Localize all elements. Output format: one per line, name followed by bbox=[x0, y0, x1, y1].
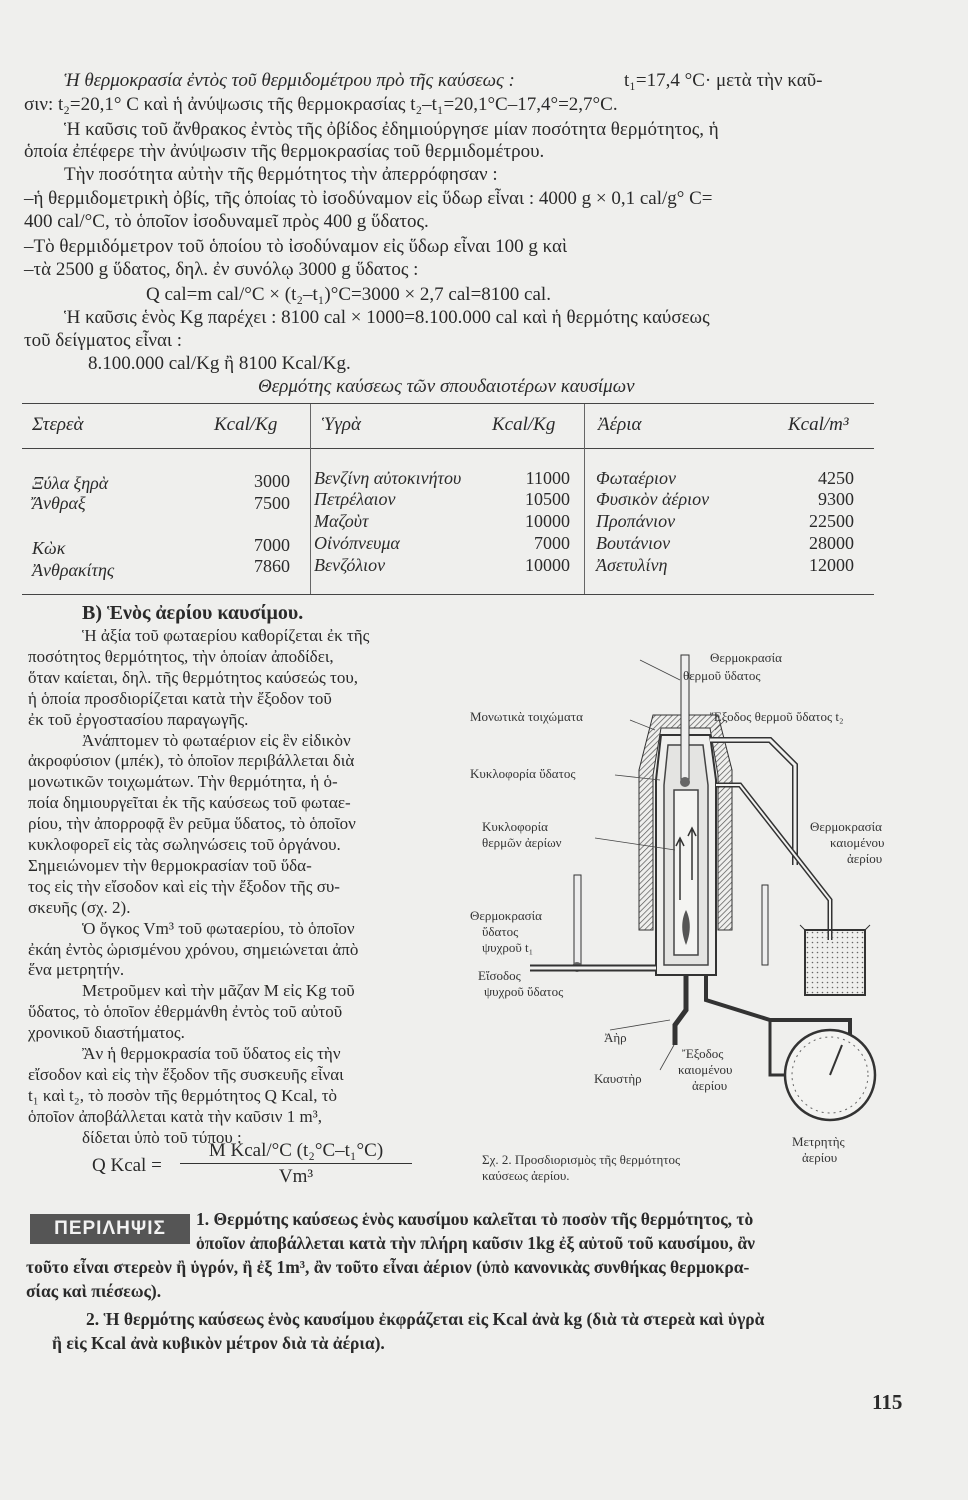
summary-line-6: ἢ εἰς Kcal ἀνὰ κυβικὸν μέτρον διὰ τὰ ἀέρια). bbox=[52, 1333, 385, 1353]
solid-value: 7000 bbox=[254, 535, 290, 555]
top-line-1b: t₁=17,4 °C· μετὰ τὴν καῦ- bbox=[624, 70, 823, 91]
top-line-2: σιν: t₂=20,1° C καὶ ἡ ἀνύψωσις τῆς θερμοκρασίας t₂–t₁=20,1°C–17,4°=2,7°C. bbox=[24, 94, 618, 115]
top-line-9: –τὰ 2500 g ὕδατος, δηλ. ἐν συνόλῳ 3000 g ὕδατος : bbox=[24, 259, 419, 280]
section-line: ρίου, τὴν ἀπορροφᾷ ἓν ρεῦμα ὕδατος, τὸ ὁποῖον bbox=[28, 814, 356, 834]
top-line-4: ὁποία ἐπέφερε τὴν ἀνύψωσιν τῆς θερμοκρασίας τοῦ θερμιδομέτρου. bbox=[24, 141, 545, 162]
formula-numerator: M Kcal/°C (t₂°C–t₁°C) bbox=[208, 1140, 384, 1161]
solid-value: 3000 bbox=[254, 471, 290, 491]
burner-pipe bbox=[675, 975, 686, 1045]
gas-value: 28000 bbox=[809, 533, 854, 553]
label-cold-water-inlet: ψυχροῦ ὕδατος bbox=[484, 984, 564, 999]
header-gases-unit: Kcal/m³ bbox=[788, 414, 849, 435]
label-burnt-gas-outlet: ἀερίου bbox=[692, 1078, 728, 1093]
section-line: σκευῆς (σχ. 2). bbox=[28, 897, 131, 917]
gas-name: Βουτάνιον bbox=[596, 533, 671, 553]
section-heading: Β) Ἑνὸς ἀερίου καυσίμου. bbox=[82, 602, 304, 624]
summary-line-5: 2. Ἡ θερμότης καύσεως ἑνὸς καυσίμου ἐκφράζεται εἰς Kcal ἀνὰ kg (διὰ τὰ στερεὰ καὶ ὑγρὰ bbox=[86, 1309, 765, 1329]
liquid-value: 10500 bbox=[525, 489, 570, 509]
gas-name: Φυσικὸν ἀέριον bbox=[596, 489, 710, 509]
table-divider bbox=[310, 404, 311, 594]
table-divider bbox=[584, 404, 585, 594]
liquid-value: 10000 bbox=[525, 511, 570, 531]
section-line: Ἡ ἀξία τοῦ φωταερίου καθορίζεται ἐκ τῆς bbox=[82, 626, 370, 645]
section-line: t₁ καὶ t₂, τὸ ποσὸν τῆς θερμότητος Q Kcal, τὸ bbox=[28, 1085, 338, 1105]
section-line: Σημειώνομεν τὴν θερμοκρασίαν τοῦ ὕδα- bbox=[28, 855, 312, 875]
water-beaker bbox=[805, 930, 865, 995]
label-hot-water-outlet: Ἔξοδος θερμοῦ ὕδατος t₂ bbox=[710, 709, 844, 724]
section-line: Ὁ ὄγκος Vm³ τοῦ φωταερίου, τὸ ὁποῖον bbox=[82, 918, 355, 938]
section-line: εἴσοδον καὶ εἰς τὴν ἔξοδον τῆς συσκευῆς εἶναι bbox=[28, 1064, 344, 1084]
section-line: ἀκροφύσιον (μπέκ), τὸ ὁποῖον περιβάλλεται διὰ bbox=[28, 751, 355, 771]
gas-value: 22500 bbox=[809, 511, 854, 531]
page-number: 115 bbox=[872, 1390, 903, 1414]
label-cold-water-inlet: Εἴσοδος bbox=[478, 968, 521, 983]
top-line-13: 8.100.000 cal/Kg ἢ 8100 Kcal/Kg. bbox=[88, 353, 351, 374]
header-liquids-unit: Kcal/Kg bbox=[492, 414, 556, 435]
label-gas-meter: ἀερίου bbox=[802, 1150, 838, 1165]
top-line-10: Q cal=m cal/°C × (t₂–t₁)°C=3000 × 2,7 cal=8100 cal. bbox=[146, 284, 551, 305]
liquid-name: Πετρέλαιον bbox=[314, 489, 396, 509]
liquid-value: 7000 bbox=[534, 533, 570, 553]
label-burnt-gas-outlet: καιομένου bbox=[678, 1062, 733, 1077]
section-line: ὁποῖον ἀποβάλλεται κατὰ τὴν καῦσιν 1 m³, bbox=[28, 1106, 323, 1126]
gas-name: Ἀσετυλίνη bbox=[596, 555, 668, 575]
label-water-circulation: Κυκλοφορία ὕδατος bbox=[470, 766, 576, 781]
solid-name: Ἄνθραξ bbox=[32, 493, 86, 513]
label-hot-water-temp: θερμοῦ ὕδατος bbox=[683, 668, 761, 683]
header-solids: Στερεὰ bbox=[32, 414, 84, 435]
section-line: μονωτικῶν τοιχωμάτων. Τὴν θερμότητα, ἡ ὁ- bbox=[28, 772, 338, 792]
label-insulating-walls: Μονωτικὰ τοιχώματα bbox=[470, 709, 583, 724]
summary-line-4: σίας καὶ πιέσεως). bbox=[26, 1281, 162, 1301]
table-header-rule bbox=[22, 448, 874, 449]
liquid-value: 11000 bbox=[525, 468, 570, 488]
section-line: τος εἰς τὴν εἴσοδον καὶ εἰς τὴν ἔξοδον τῆς συ- bbox=[28, 876, 340, 896]
section-line: ὅταν καίεται, δηλ. τῆς θερμότητος καύσεώς του, bbox=[28, 667, 358, 687]
top-line-1a: Ἡ θερμοκρασία ἐντὸς τοῦ θερμιδομέτρου πρὸ τῆς καύσεως : bbox=[64, 70, 515, 91]
cold-water-thermometer bbox=[574, 875, 581, 965]
liquid-name: Μαζοὺτ bbox=[314, 511, 369, 531]
section-line: ὕδατος, τὸ ὁποῖον ἐθερμάνθη ἐντὸς τοῦ αὐτοῦ bbox=[28, 1002, 343, 1022]
section-line: κυκλοφορεῖ εἰς τὰς σωληνώσεις τοῦ ὀργάνου. bbox=[28, 835, 341, 854]
formula-denominator: Vm³ bbox=[278, 1166, 314, 1187]
label-cold-water-temp: ὕδατος bbox=[482, 924, 519, 939]
solid-name: Ἀνθρακίτης bbox=[32, 560, 115, 580]
liquid-name: Βενζόλιον bbox=[314, 555, 386, 575]
liquid-value: 10000 bbox=[525, 555, 570, 575]
top-line-8: –Τὸ θερμιδόμετρον τοῦ ὁποίου τὸ ἰσοδύναμον εἰς ὕδωρ εἶναι 100 g καὶ bbox=[24, 236, 568, 257]
summary-line-3: τοῦτο εἶναι στερεὸν ἢ ὑγρόν, ἢ ἐξ 1m³, ἂν τοῦτο εἶναι ἀέριον (ὑπὸ κανονικὰς συνθήκας θερμοκρα- bbox=[26, 1257, 750, 1277]
label-burnt-gas-temp: ἀερίου bbox=[847, 851, 883, 866]
gas-value: 9300 bbox=[818, 489, 854, 509]
section-line: χρονικοῦ διαστήματος. bbox=[28, 1023, 185, 1043]
label-cold-water-temp: Θερμοκρασία bbox=[470, 908, 542, 923]
top-line-3: Ἡ καῦσις τοῦ ἄνθρακος ἐντὸς τῆς ὀβίδος ἐδημιούργησε μίαν ποσότητα θερμότητος, ἡ bbox=[64, 119, 719, 140]
formula-bar bbox=[180, 1163, 412, 1164]
top-line-7: 400 cal/°C, τὸ ὁποῖον ἰσοδυναμεῖ πρὸς 400 g ὕδατος. bbox=[24, 211, 429, 232]
label-hot-gas-circulation: θερμῶν ἀερίων bbox=[482, 835, 562, 850]
section-line: Μετροῦμεν καὶ τὴν μᾶζαν M εἰς Kg τοῦ bbox=[82, 981, 355, 1001]
summary-line-2: ὁποῖον ἀποβάλλεται κατὰ τὴν πλήρη καῦσιν 1kg ἐξ αὐτοῦ τοῦ καυσίμου, ἂν bbox=[196, 1233, 755, 1253]
section-line: ἡ ὁποία προσδιορίζεται κατὰ τὴν ἔξοδον τοῦ bbox=[28, 688, 332, 708]
gas-value: 4250 bbox=[818, 468, 854, 488]
label-burnt-gas-temp: καιομένου bbox=[830, 835, 885, 850]
label-hot-water-temp: Θερμοκρασία bbox=[710, 650, 782, 665]
section-line: ποσότητος θερμότητος, τὴν ὁποίαν ἀποδίδει, bbox=[28, 646, 334, 666]
section-line: ἕνα μετρητήν. bbox=[28, 960, 125, 980]
figure-caption: Σχ. 2. Προσδιορισμὸς τῆς θερμότητος bbox=[482, 1152, 681, 1167]
gas-value: 12000 bbox=[809, 555, 854, 575]
table-caption: Θερμότης καύσεως τῶν σπουδαιοτέρων καυσίμων bbox=[258, 376, 635, 397]
top-line-5: Τὴν ποσότητα αὐτὴν τῆς θερμότητος τὴν ἀπερρόφησαν : bbox=[64, 164, 498, 185]
gas-name: Προπάνιον bbox=[596, 511, 676, 531]
header-solids-unit: Kcal/Kg bbox=[214, 414, 278, 435]
top-line-11: Ἡ καῦσις ἑνὸς Kg παρέχει : 8100 cal × 1000=8.100.000 cal καὶ ἡ θερμότης καύσεως bbox=[64, 307, 710, 328]
label-cold-water-temp: ψυχροῦ t₁ bbox=[482, 940, 534, 955]
top-line-6: –ἡ θερμιδομετρικὴ ὀβίς, τῆς ὁποίας τὸ ἰσοδύναμον εἰς ὕδωρ εἶναι : 4000 g × 0,1 cal/g° C= bbox=[24, 188, 713, 209]
section-line: ἐκάη ἐντὸς ὡρισμένου χρόνου, σημειώνεται ἀπὸ bbox=[28, 939, 359, 959]
formula-lhs: Q Kcal = bbox=[92, 1155, 162, 1176]
label-burnt-gas-outlet: Ἔξοδος bbox=[682, 1046, 724, 1061]
gas-calorimeter-diagram bbox=[470, 640, 910, 1190]
summary-label: ΠΕΡΙΛΗΨΙΣ bbox=[30, 1214, 190, 1244]
section-line: δίδεται ὑπὸ τοῦ τύπου : bbox=[82, 1127, 242, 1147]
solid-value: 7860 bbox=[254, 556, 290, 576]
burnt-gas-pipe bbox=[716, 785, 830, 940]
gas-name: Φωταέριον bbox=[596, 468, 677, 488]
summary-line-1: 1. Θερμότης καύσεως ἑνὸς καυσίμου καλεῖται τὸ ποσὸν τῆς θερμότητος, τὸ bbox=[196, 1209, 754, 1229]
label-burner: Καυστὴρ bbox=[594, 1071, 642, 1086]
section-line: ποία δημιουργεῖται ἐκ τῆς καύσεως τοῦ φωταε- bbox=[28, 793, 351, 813]
label-hot-gas-circulation: Κυκλοφορία bbox=[482, 819, 548, 834]
section-line: ἐκ τοῦ ἐργοστασίου παραγωγῆς. bbox=[28, 709, 249, 729]
label-gas-meter: Μετρητὴς bbox=[792, 1134, 845, 1149]
liquid-name: Βενζίνη αὐτοκινήτου bbox=[314, 468, 462, 488]
hot-water-thermometer-bulb bbox=[680, 777, 690, 787]
solid-name: Ξύλα ξηρὰ bbox=[32, 473, 109, 493]
solid-name: Κὼκ bbox=[32, 538, 66, 558]
solid-value: 7500 bbox=[254, 493, 290, 513]
top-line-12: τοῦ δείγματος εἶναι : bbox=[24, 330, 183, 351]
header-gases: Ἀέρια bbox=[598, 414, 642, 435]
figure-caption: καύσεως ἀερίου. bbox=[482, 1168, 570, 1183]
section-line: Ἂν ἡ θερμοκρασία τοῦ ὕδατος εἰς τὴν bbox=[82, 1044, 341, 1063]
label-burnt-gas-temp: Θερμοκρασία bbox=[810, 819, 882, 834]
fuel-heat-table bbox=[22, 403, 874, 595]
section-line: Ἀνάπτομεν τὸ φωταέριον εἰς ἓν εἰδικὸν bbox=[82, 730, 351, 750]
header-liquids: Ὑγρὰ bbox=[322, 414, 362, 435]
burnt-gas-thermometer bbox=[762, 885, 768, 965]
label-air: Ἀὴρ bbox=[604, 1030, 627, 1045]
liquid-name: Οἰνόπνευμα bbox=[314, 533, 400, 553]
